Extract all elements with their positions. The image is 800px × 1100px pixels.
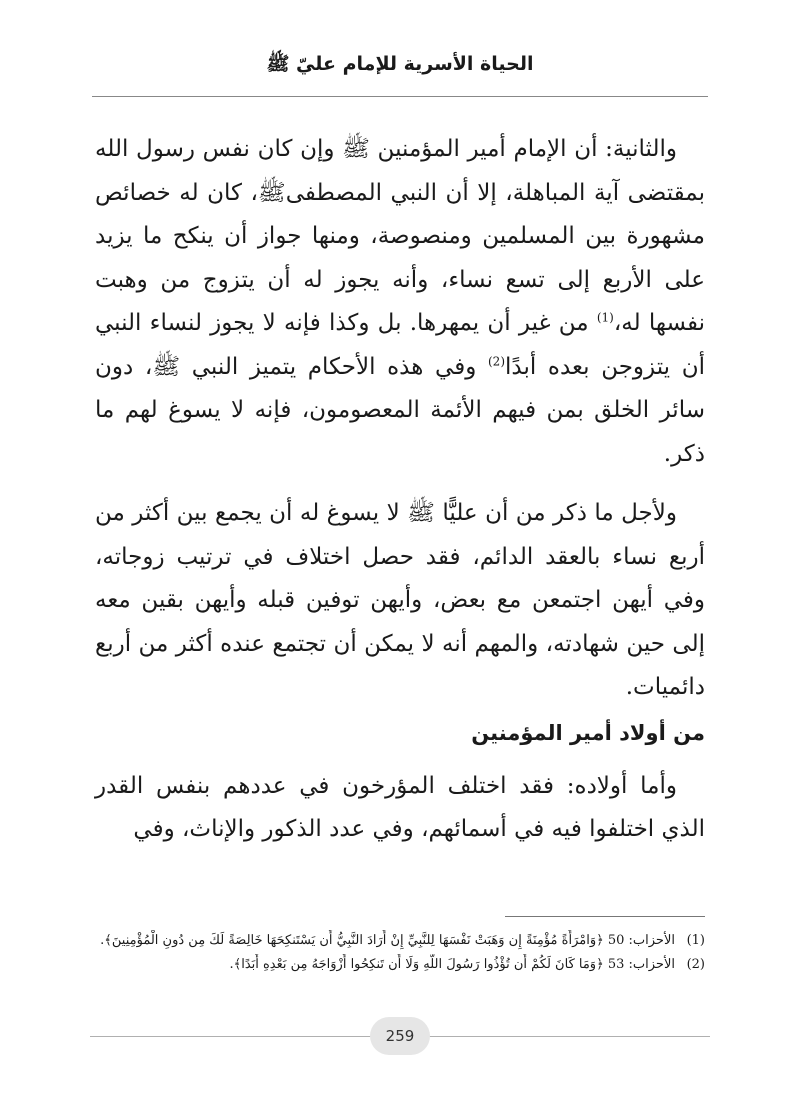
- page-number: 259: [370, 1017, 430, 1055]
- footnote-ref-1: (1): [596, 310, 614, 325]
- footnotes: [95, 930, 705, 978]
- paragraph-3: وأما أولاده: فقد اختلف المؤرخون في عددهم بنفس القدر الذي اختلفوا فيه في أسمائهم، وفي عدد الذكور والإناث، وفي: [95, 772, 705, 842]
- footnote-text: الأحزاب: 53 ﴿وَمَا كَانَ لَكُمْ أَن تُؤْذُوا رَسُولَ اللَّهِ وَلَا أَن تَنكِحُوا أَزْوَاجَهُ مِن بَعْدِهِ أَبَدًا﴾.: [229, 957, 675, 972]
- paragraph-1-part-b: من غير أن يمهرها. بل وكذا فإنه لا يجوز لنساء النبي أن يتزوجن بعده أبدًا: [95, 310, 705, 380]
- main-text: [95, 128, 705, 852]
- page-footer: [90, 1012, 710, 1062]
- footnote-number: (1): [686, 933, 705, 948]
- footnote-divider: [505, 916, 705, 917]
- paragraph-1: [95, 128, 705, 476]
- paragraph-1-part-c: وفي هذه الأحكام يتميز النبي ﷺ، دون سائر الخلق بمن فيهم الأئمة المعصومون، فإنه لا يسوغ لهم ما ذكر.: [95, 353, 705, 467]
- footnote-item: [95, 930, 705, 952]
- paragraph-spacer: [95, 476, 705, 492]
- footnote-ref-2: (2): [487, 353, 505, 368]
- header-divider: [92, 96, 708, 97]
- section-heading: من أولاد أمير المؤمنين: [471, 720, 705, 745]
- footnote-item: [95, 954, 705, 976]
- footnote-text: الأحزاب: 50 ﴿وَامْرَأَةً مُؤْمِنَةً إِن وَهَبَتْ نَفْسَهَا لِلنَّبِيِّ إِنْ أَرَادَ النَّبِيُّ أَن يَسْتَنكِحَهَا خَالِصَةً لَكَ مِن دُونِ الْمُؤْمِنِينَ﴾.: [100, 933, 675, 948]
- paragraph-1-part-a: والثانية: أن الإمام أمير المؤمنين ﷺ وإن كان نفس رسول الله بمقتضى آية المباهلة، إلا أن النبي المصطفىﷺ، كان له خصائص مشهورة بين المسلمين ومنصوصة، ومنها جواز أن ينكح ما يزيد على الأربع إلى تسع نساء، وأنه يجوز له أن يتزوج من وهبت نفسها له،: [95, 136, 705, 336]
- running-header: الحياة الأسرية للإمام عليّ ﷺ: [266, 53, 534, 75]
- footnote-number: (2): [686, 957, 705, 972]
- paragraph-2: ولأجل ما ذكر من أن عليًّا ﷺ لا يسوغ له أن يجمع بين أكثر من أربع نساء بالعقد الدائم، فقد حصل اختلاف في ترتيب زوجاته، وفي أيهن اجتمعن مع بعض، وأيهن توفين قبله وأيهن بقين معه إلى حين شهادته، والمهم أنه لا يمكن أن تجتمع عنده أكثر من أربع دائميات.: [95, 500, 705, 700]
